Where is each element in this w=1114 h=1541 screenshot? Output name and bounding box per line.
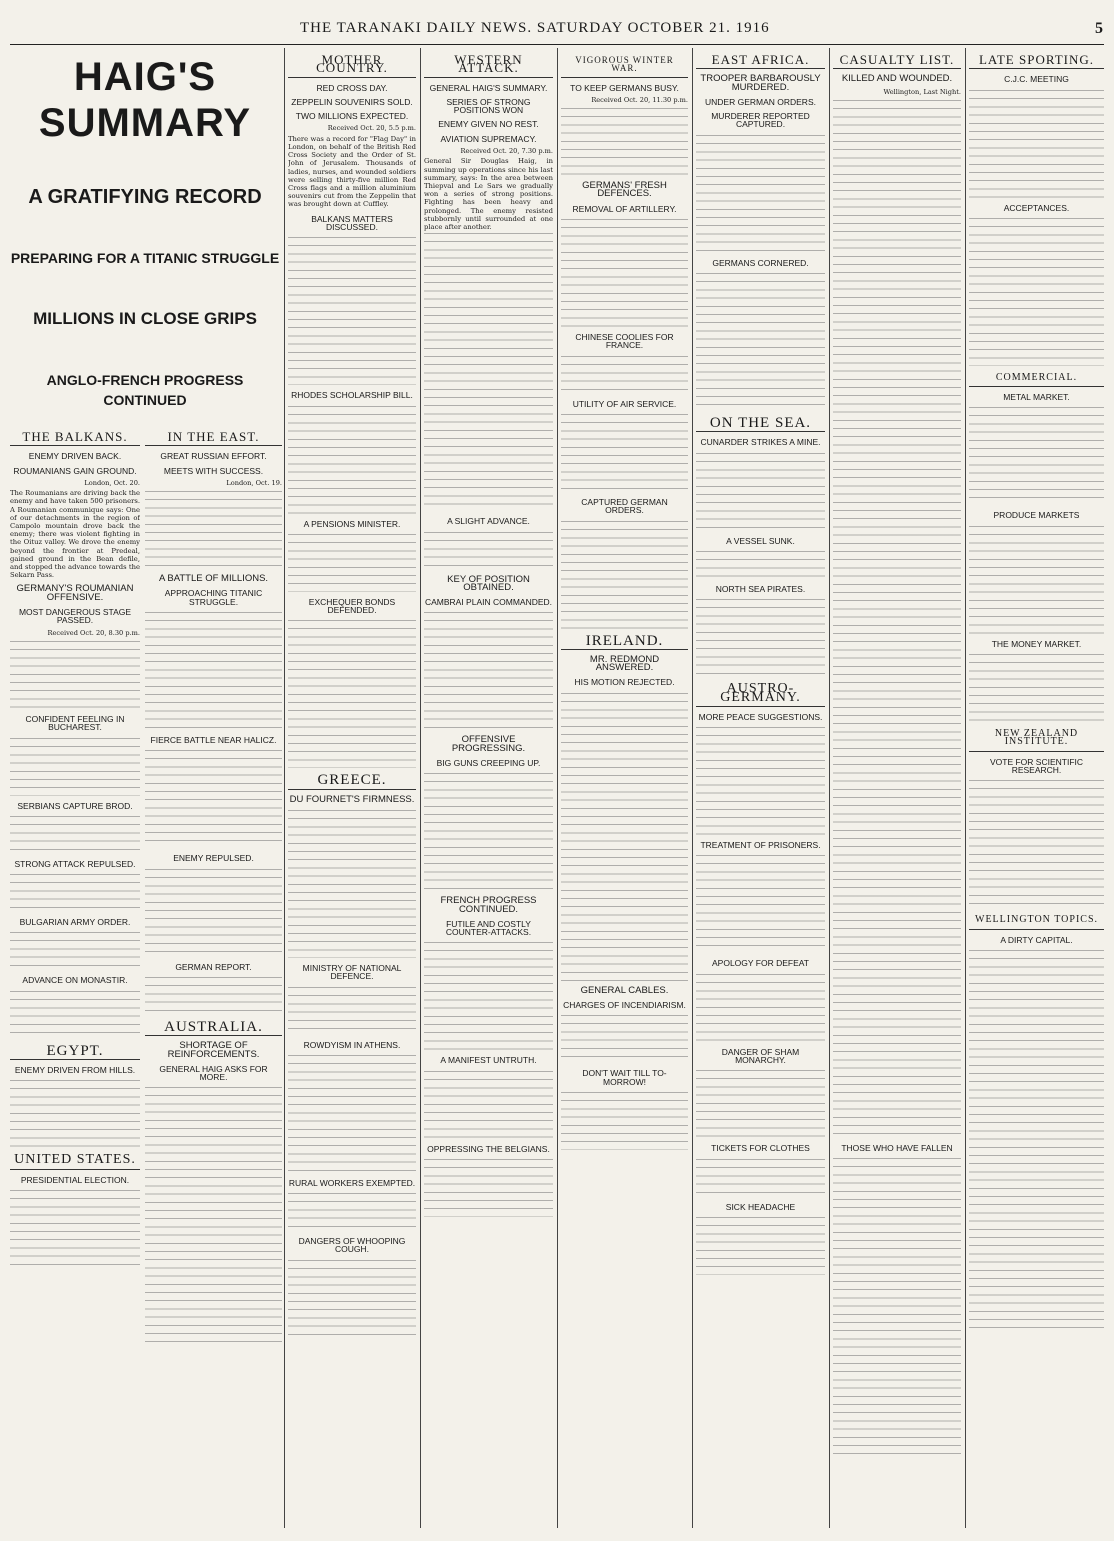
section-heading: IN THE EAST. — [145, 433, 282, 446]
subheading: NORTH SEA PIRATES. — [715, 583, 806, 594]
article-text — [969, 216, 1104, 366]
section-heading: GREECE. — [288, 776, 416, 789]
article-text — [145, 610, 282, 730]
subheading: RURAL WORKERS EXEMPTED. — [288, 1177, 416, 1188]
subheading: GERMANY'S ROUMANIAN OFFENSIVE. — [16, 583, 134, 603]
article-text — [561, 412, 688, 492]
subheading: THOSE WHO HAVE FALLEN — [841, 1142, 953, 1153]
subheading: BIG GUNS CREEPING UP. — [436, 757, 541, 768]
article-text — [288, 808, 416, 958]
article-text — [288, 404, 416, 514]
subheading: KEY OF POSITION OBTAINED. — [447, 573, 530, 593]
subheading: GENERAL CABLES. — [580, 984, 669, 996]
section-heading: AUSTRALIA. — [145, 1023, 282, 1036]
article-text — [969, 778, 1104, 908]
subheading: PRESIDENTIAL ELECTION. — [20, 1174, 130, 1185]
subheading: ROWDYISM IN ATHENS. — [303, 1039, 401, 1050]
masthead-title: THE TARANAKI DAILY NEWS. SATURDAY OCTOBER 21. 1916 — [300, 20, 770, 36]
column-divider — [692, 48, 693, 1528]
masthead — [10, 20, 1104, 42]
article-text — [424, 1069, 553, 1139]
subheading: A PENSIONS MINISTER. — [303, 518, 401, 529]
subheading: TWO MILLIONS EXPECTED. — [295, 111, 409, 122]
article-text — [696, 972, 825, 1042]
article-text — [288, 1258, 416, 1338]
subheading: MEETS WITH SUCCESS. — [163, 465, 264, 476]
subheading: SERBIANS CAPTURE BROD. — [17, 800, 133, 811]
article-text — [696, 549, 825, 579]
subheading: TREATMENT OF PRISONERS. — [700, 840, 821, 851]
section-heading: VIGOROUS WINTER WAR. — [561, 56, 688, 78]
subheading: SERIES OF STRONG POSITIONS WON — [446, 96, 531, 116]
subheading: ZEPPELIN SOUVENIRS SOLD. — [291, 96, 413, 107]
subheading: CONFIDENT FEELING IN BUCHAREST. — [25, 713, 125, 733]
article-text — [969, 88, 1104, 198]
column-divider — [557, 48, 558, 1528]
subheading: EXCHEQUER BONDS DEFENDED. — [308, 596, 396, 616]
section-heading: CASUALTY LIST. — [833, 56, 961, 69]
subheading: REMOVAL OF ARTILLERY. — [572, 203, 677, 214]
article-text — [288, 1191, 416, 1231]
subheading: TO KEEP GERMANS BUSY. — [570, 82, 679, 93]
subheading: FUTILE AND COSTLY COUNTER-ATTACKS. — [445, 918, 532, 938]
subheading: ADVANCE ON MONASTIR. — [22, 975, 128, 986]
subheading: A DIRTY CAPITAL. — [1000, 934, 1073, 945]
subheading: ENEMY REPULSED. — [173, 853, 254, 864]
article-text — [833, 1156, 961, 1456]
subheading: ENEMY DRIVEN BACK. — [28, 451, 122, 462]
article-text — [145, 748, 282, 848]
subheading: UNDER GERMAN ORDERS. — [705, 96, 816, 107]
column-divider — [420, 48, 421, 1528]
dateline: London, Oct. 20. — [84, 478, 140, 487]
subheading: AVIATION SUPREMACY. — [440, 133, 537, 144]
subheading: TICKETS FOR CLOTHES — [711, 1143, 810, 1154]
lead-story — [10, 48, 280, 428]
subheading: ENEMY GIVEN NO REST. — [438, 119, 539, 130]
column-divider — [829, 48, 830, 1528]
article-text — [424, 610, 553, 730]
article-text — [969, 948, 1104, 1328]
subheading: MORE PEACE SUGGESTIONS. — [698, 711, 823, 722]
subheading: STRONG ATTACK REPULSED. — [14, 858, 136, 869]
subheading: FIERCE BATTLE NEAR HALICZ. — [150, 735, 277, 746]
subheading: DANGERS OF WHOOPING COUGH. — [298, 1236, 406, 1255]
subheading: KILLED AND WOUNDED. — [841, 73, 953, 85]
casualty-column — [833, 48, 961, 1528]
subheading: CHARGES OF INCENDIARISM. — [563, 1000, 686, 1011]
article-text — [288, 235, 416, 385]
section-heading: WELLINGTON TOPICS. — [969, 916, 1104, 929]
subheading: UTILITY OF AIR SERVICE. — [572, 398, 677, 409]
article-text — [288, 1053, 416, 1173]
section-heading: AUSTRO-GERMANY. — [696, 685, 825, 707]
section-heading: IRELAND. — [561, 637, 688, 650]
subheading: APPROACHING TITANIC STRUGGLE. — [164, 588, 263, 607]
article-text — [833, 98, 961, 1138]
article-text — [696, 725, 825, 835]
subheading: RHODES SCHOLARSHIP BILL. — [291, 390, 413, 401]
subheading: FRENCH PROGRESS CONTINUED. — [440, 895, 537, 915]
subheading: VOTE FOR SCIENTIFIC RESEARCH. — [989, 756, 1084, 775]
subheading: MURDERER REPORTED CAPTURED. — [711, 111, 810, 130]
subheading: MOST DANGEROUS STAGE PASSED. — [18, 607, 132, 626]
subheading: CHINESE COOLIES FOR FRANCE. — [575, 332, 674, 351]
article-text — [561, 217, 688, 327]
subheading: A MANIFEST UNTRUTH. — [440, 1055, 537, 1066]
dateline: Wellington, Last Night. — [883, 87, 961, 96]
column-divider — [965, 48, 966, 1528]
article-body: There was a record for "Flag Day" in London, on behalf of the British Red Cross Society and the Order of St. John of Jerusalem. Thousands of ladies, nurses, and wounded soldiers were selling thirty-five million Red Cross flags and a million aluminium souvenirs cut from the Zeppelin that was brought down at Cuffley. — [288, 134, 416, 209]
section-heading: LATE SPORTING. — [969, 56, 1104, 69]
section-heading: COMMERCIAL. — [969, 374, 1104, 387]
article-text — [145, 975, 282, 1015]
section-heading: WESTERN ATTACK. — [424, 56, 553, 78]
article-text — [696, 1157, 825, 1197]
section-heading: UNITED STATES. — [10, 1156, 140, 1169]
subheading: ROUMANIANS GAIN GROUND. — [13, 465, 137, 476]
article-body: General Sir Douglas Haig, in summing up operations since his last summary, says: In the area between Thiepval and Le Sars we gradually won a series of strong positions. Fighting has been heavy and prolonged. The enemy resisted stubbornly until surrounded at one place after another. — [424, 157, 553, 231]
article-text — [696, 133, 825, 253]
subheading: GREAT RUSSIAN EFFORT. — [160, 451, 267, 462]
article-text — [969, 524, 1104, 634]
column-divider — [284, 48, 285, 1528]
section-heading: NEW ZEALAND INSTITUTE. — [969, 730, 1104, 752]
subheading: GENERAL HAIG ASKS FOR MORE. — [159, 1063, 268, 1083]
article-text — [561, 1090, 688, 1150]
subheading: ENEMY DRIVEN FROM HILLS. — [14, 1064, 136, 1075]
subheading: THE MONEY MARKET. — [991, 638, 1082, 649]
subheading: CAPTURED GERMAN ORDERS. — [581, 496, 668, 516]
article-text — [10, 814, 140, 854]
subheading: OPPRESSING THE BELGIANS. — [427, 1143, 550, 1154]
east-africa-column — [696, 48, 825, 1528]
winter-war-column — [561, 48, 688, 1528]
mother-country-column — [288, 48, 416, 1528]
east-column — [145, 425, 282, 1525]
article-text — [10, 1188, 140, 1268]
section-heading: ON THE SEA. — [696, 419, 825, 432]
dateline: Received Oct. 20, 8.30 p.m. — [47, 628, 140, 637]
article-text — [10, 639, 140, 709]
dateline: London, Oct. 19. — [226, 478, 282, 487]
article-text — [696, 597, 825, 677]
article-text — [424, 231, 553, 511]
subheading: A BATTLE OF MILLIONS. — [158, 573, 269, 585]
article-text — [424, 1157, 553, 1217]
article-body: The Roumanians are driving back the enemy and have taken 500 prisoners. A Roumanian communique says: One of our detachments in the region of Campolo mountain drove back the enemy; there was violent fighting in the Oituz valley. We drove the enemy beyond the frontier at Predeal, gained ground in the Bean defile, and stopped the advance towards the Sekarn Pass. — [10, 489, 140, 580]
subheading: SICK HEADACHE — [725, 1201, 796, 1212]
subheading: A VESSEL SUNK. — [726, 535, 795, 546]
page-number: 5 — [1095, 20, 1104, 37]
article-text — [696, 271, 825, 411]
subheading: C.J.C. MEETING — [1004, 74, 1069, 85]
article-text — [288, 532, 416, 592]
subheading: RED CROSS DAY. — [316, 82, 388, 93]
subheading: DANGER OF SHAM MONARCHY. — [721, 1046, 800, 1066]
subheading: CUNARDER STRIKES A MINE. — [700, 437, 821, 448]
subheading: BALKANS MATTERS DISCUSSED. — [311, 213, 393, 232]
article-text — [969, 405, 1104, 505]
article-text — [561, 354, 688, 394]
balkans-column — [10, 425, 140, 1525]
article-text — [696, 1215, 825, 1275]
subheading: A SLIGHT ADVANCE. — [447, 516, 530, 527]
subheading: BULGARIAN ARMY ORDER. — [19, 917, 131, 928]
article-text — [696, 853, 825, 953]
article-text — [424, 530, 553, 570]
article-text — [145, 1085, 282, 1345]
article-text — [561, 519, 688, 629]
article-text — [10, 872, 140, 912]
subheading: OFFENSIVE PROGRESSING. — [451, 734, 526, 754]
lead-subhead: ANGLO-FRENCH PROGRESS CONTINUED — [46, 372, 244, 408]
subheading: DU FOURNET'S FIRMNESS. — [289, 793, 415, 805]
section-heading: MOTHER COUNTRY. — [288, 56, 416, 78]
section-heading: EAST AFRICA. — [696, 56, 825, 69]
subheading: GENERAL HAIG'S SUMMARY. — [429, 82, 548, 93]
subheading: GERMANS CORNERED. — [712, 257, 809, 268]
article-text — [10, 989, 140, 1039]
subheading: CAMBRAI PLAIN COMMANDED. — [424, 597, 553, 608]
sporting-column — [969, 48, 1104, 1528]
article-text — [288, 618, 416, 768]
article-text — [145, 489, 282, 569]
subheading: DON'T WAIT TILL TO-MORROW! — [582, 1068, 667, 1087]
article-text — [424, 771, 553, 891]
article-text — [288, 985, 416, 1035]
subheading: SHORTAGE OF REINFORCEMENTS. — [167, 1040, 260, 1060]
article-text — [696, 451, 825, 531]
lead-subhead: A GRATIFYING RECORD — [28, 186, 262, 208]
article-text — [145, 867, 282, 957]
subheading: TROOPER BARBAROUSLY MURDERED. — [700, 73, 821, 93]
dateline: Received Oct. 20, 11.30 p.m. — [591, 95, 688, 104]
article-text — [561, 1013, 688, 1063]
section-heading: EGYPT. — [10, 1047, 140, 1060]
article-text — [561, 106, 688, 176]
subheading: HIS MOTION REJECTED. — [574, 677, 675, 688]
lead-headline: HAIG'S SUMMARY — [38, 55, 252, 145]
dateline: Received Oct. 20, 7.30 p.m. — [460, 147, 553, 156]
article-text — [696, 1068, 825, 1138]
article-text — [561, 691, 688, 981]
subheading: ACCEPTANCES. — [1003, 202, 1070, 213]
section-heading: THE BALKANS. — [10, 433, 140, 446]
western-attack-column — [424, 48, 553, 1528]
subheading: GERMANS' FRESH DEFENCES. — [582, 180, 667, 200]
masthead-rule — [10, 44, 1104, 45]
lead-subhead: MILLIONS IN CLOSE GRIPS — [33, 309, 257, 328]
subheading: PRODUCE MARKETS — [993, 510, 1080, 521]
article-text — [969, 652, 1104, 722]
article-text — [10, 1078, 140, 1148]
subheading: GERMAN REPORT. — [175, 961, 252, 972]
subheading: METAL MARKET. — [1003, 392, 1070, 403]
subheading: MINISTRY OF NATIONAL DEFENCE. — [302, 962, 402, 982]
subheading: APOLOGY FOR DEFEAT — [712, 958, 809, 969]
lead-subhead: PREPARING FOR A TITANIC STRUGGLE — [10, 250, 280, 266]
article-text — [10, 736, 140, 796]
subheading: MR. REDMOND ANSWERED. — [589, 653, 660, 674]
dateline: Received Oct. 20, 5.5 p.m. — [327, 124, 416, 133]
article-text — [10, 930, 140, 970]
article-text — [424, 940, 553, 1050]
